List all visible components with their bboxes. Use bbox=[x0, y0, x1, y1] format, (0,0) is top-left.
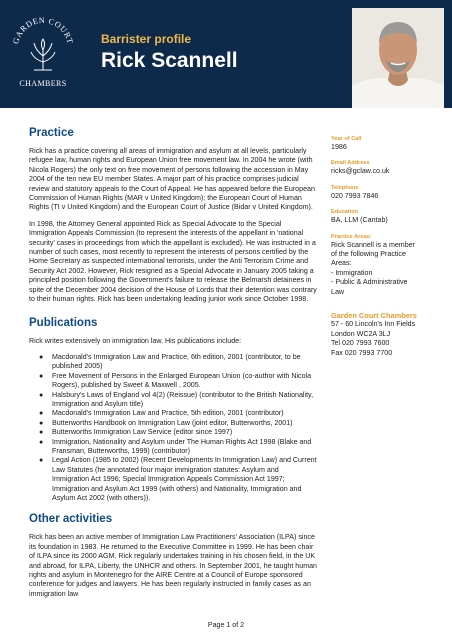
chambers-name: Garden Court Chambers bbox=[331, 311, 417, 321]
year-of-call-label: Year of Call bbox=[331, 136, 362, 142]
practice-areas-line: - Public & Administrative bbox=[331, 278, 408, 287]
education-value: BA, LLM (Cantab) bbox=[331, 216, 388, 225]
garden-court-logo bbox=[10, 12, 76, 96]
telephone-value: 020 7993 7846 bbox=[331, 191, 379, 200]
list-item bbox=[29, 419, 317, 428]
logo-text-bottom: CHAMBERS bbox=[19, 79, 67, 88]
list-item bbox=[29, 372, 317, 391]
address-line: Tel 020 7993 7600 bbox=[331, 339, 390, 348]
bullet-icon: ● bbox=[39, 391, 44, 399]
practice-paragraph: Rick has a practice covering all areas of immigration and asylum at all levels, particularly refugee law, human rights and European Union free movement law. In 2004 he wrote (with Nicola Rogers) the only text on free movement of persons following the accession in May 2004 of the ten new EU member States. A major part of his practice comprises judicial review and statutory appeals to the Court of Appeal. He has appeared before the European Commission of Human Rights (MAR v United Kingdom); the European Court of Human Rights (TI v United Kingdom) and the European Court of Justice (Bidar v United Kingdom). bbox=[29, 147, 315, 212]
telephone-label: Telephone bbox=[331, 184, 359, 191]
other-activities-paragraph: Rick has been an active member of Immigration Law Practitioners' Association (ILPA) since its foundation in 1983. He returned to the Executive Committee in 1999. He has been chair of ILPA since its 2000 AGM. Rick regularly undertakes training in his chosen field, in the UK and abroad, for ILPA, Liberty, the UNHCR and others. In September 2001, he taught human rights and asylum in Montenegro for the AIRE Centre at a Council of Europe sponsored conference for judges and lawyers. He has been regularly instructed in family cases as an immigration law bbox=[29, 533, 317, 598]
education-label: Education bbox=[331, 209, 359, 216]
list-item bbox=[29, 391, 317, 410]
svg-text:GARDEN COURT bbox=[11, 16, 74, 45]
publication-text: Butterworths Immigration Law Service (editor since 1997) bbox=[52, 428, 233, 437]
list-item bbox=[29, 456, 317, 503]
logo-text-top: GARDEN COURT bbox=[11, 15, 75, 45]
practice-areas-line: Rick Scannell is a member bbox=[331, 240, 415, 249]
list-item bbox=[29, 353, 317, 372]
chambers-address bbox=[331, 320, 443, 358]
bullet-icon: ● bbox=[39, 410, 44, 418]
page-number: Page 1 of 2 bbox=[207, 621, 245, 629]
year-of-call-value: 1986 bbox=[331, 143, 347, 151]
publications-heading: Publications bbox=[29, 316, 98, 329]
publication-text: Halsbury's Laws of England vol 4(2) (Reissue) (contributor to the British Nationality, Immigration and Asylum title) bbox=[52, 390, 314, 408]
bullet-icon: ● bbox=[39, 429, 44, 437]
barrister-name: Rick Scannell bbox=[101, 49, 238, 72]
publication-text: Butterworths Handbook on Immigration Law (joint editor, Butterworths, 2001) bbox=[52, 418, 293, 427]
practice-areas-value bbox=[331, 241, 443, 297]
bullet-icon: ● bbox=[39, 457, 44, 465]
practice-paragraph: In 1998, the Attorney General appointed Rick as Special Advocate to the Special Immigration Appeals Commission (to represent the interests of the appellant in 'national security' cases in proceedings from which the appellant is excluded). He was instructed in a number of such cases, most recently to represent the interests of persons certified by the Home Secretary as suspected international terrorists, under the Anti Terrorism Crime and Security Act 2002. However, Rick resigned as a Special Advocate in January 2005 taking a principled position following the Government's failure to release the Belmarsh detainees in spite of the December 2004 decision of the House of Lords that their detention was contrary to their human rights. Rick has been undertaking leading junior work since October 1998. bbox=[29, 219, 317, 304]
practice-heading: Practice bbox=[29, 127, 74, 139]
profile-tag: Barrister profile bbox=[101, 32, 192, 46]
practice-areas-line: - Immigration bbox=[331, 268, 373, 277]
portrait-photo bbox=[352, 8, 444, 108]
address-line: 57 - 60 Lincoln's Inn Fields bbox=[331, 320, 416, 329]
header-banner bbox=[0, 0, 452, 108]
practice-areas-line: of the following Practice bbox=[331, 250, 406, 259]
list-item bbox=[29, 438, 317, 457]
practice-areas-label: Practice Areas: bbox=[331, 233, 372, 240]
email-link[interactable]: ricks@gclaw.co.uk bbox=[331, 167, 390, 176]
publication-text: Free Movement of Persons in the Enlarged European Union (co-author with Nicola Rogers), published by Sweet & Maxwell , 2005. bbox=[52, 371, 312, 390]
publication-text: Macdonald's Immigration Law and Practice, 5th edition, 2001 (contributor) bbox=[52, 409, 284, 418]
publications-list bbox=[29, 353, 317, 504]
list-item bbox=[29, 409, 317, 418]
publications-intro: Rick writes extensively on immigration law. His publications include: bbox=[29, 336, 242, 345]
other-activities-heading: Other activities bbox=[29, 513, 113, 526]
email-label: Email Address bbox=[331, 160, 370, 167]
bullet-icon: ● bbox=[39, 438, 44, 446]
tree-icon bbox=[31, 39, 55, 70]
bullet-icon: ● bbox=[39, 372, 44, 380]
publication-text: Immigration, Nationality and Asylum under The Human Rights Act 1998 (Blake and Fransman, Butterworths, 1999) (contributor) bbox=[52, 437, 312, 455]
main-column bbox=[29, 127, 317, 606]
publication-text: Legal Action (1985 to 2002) (Recent Developments In Immigration Law) and Current Law Statutes (he annotated four major immigration statutes: Asylum and Immigration Act 1996; Special Immigration Appeals Commission Act 1997; Immigration and Asylum Act 1999 (with others) and Nationality, Immigration and Asylum Act 2002 (with others)). bbox=[52, 456, 317, 502]
address-line: London WC2A 3LJ bbox=[331, 329, 391, 338]
practice-areas-line: Areas: bbox=[331, 259, 352, 268]
bullet-icon: ● bbox=[39, 353, 44, 361]
publication-text: Macdonald's Immigration Law and Practice, 6th edition, 2001 (contributor, to be published 2005) bbox=[52, 352, 301, 371]
list-item bbox=[29, 428, 317, 437]
address-line: Fax 020 7993 7700 bbox=[331, 348, 393, 357]
practice-areas-line: Law bbox=[331, 287, 345, 296]
sidebar bbox=[331, 136, 443, 358]
bullet-icon: ● bbox=[39, 419, 44, 427]
